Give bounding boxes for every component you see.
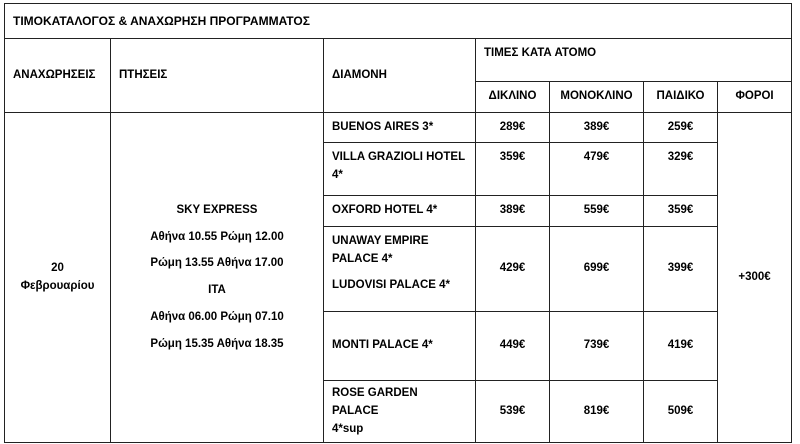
price-single: 699€ xyxy=(550,227,644,312)
price-single: 479€ xyxy=(550,143,644,196)
price-double: 359€ xyxy=(476,143,550,196)
title-row xyxy=(5,4,792,39)
airline-ita: ITA xyxy=(208,284,226,297)
header-flights: ΠΤΗΣΕΙΣ xyxy=(111,39,324,113)
header-accommodation: ΔΙΑΜΟΝΗ xyxy=(324,39,476,113)
price-double: 389€ xyxy=(476,196,550,227)
table-row xyxy=(5,113,792,143)
departure-date-cell xyxy=(5,113,111,443)
price-double: 539€ xyxy=(476,381,550,443)
departure-day: 20 xyxy=(51,261,64,274)
hotel-name-line: LUDOVISI PALACE 4* xyxy=(332,278,450,291)
price-single: 559€ xyxy=(550,196,644,227)
hotel-name: MONTI PALACE 4* xyxy=(324,312,476,381)
hotel-name: BUENOS AIRES 3* xyxy=(324,113,476,143)
flights-cell xyxy=(111,113,324,443)
hotel-name-line: 4* xyxy=(332,168,343,181)
hotel-name-line: 4*sup xyxy=(332,422,364,435)
price-child: 509€ xyxy=(644,381,718,443)
price-double: 289€ xyxy=(476,113,550,143)
price-single: 389€ xyxy=(550,113,644,143)
price-double: 449€ xyxy=(476,312,550,381)
hotel-name xyxy=(324,143,476,196)
price-table xyxy=(4,3,792,443)
price-child: 259€ xyxy=(644,113,718,143)
airline-sky-express: SKY EXPRESS xyxy=(176,203,258,216)
header-single: ΜΟΝΟΚΛΙΝΟ xyxy=(550,82,644,113)
header-taxes: ΦΟΡΟΙ xyxy=(718,82,792,113)
flight-leg: Ρώμη 15.35 Αθήνα 18.35 xyxy=(150,337,284,350)
flight-leg: Αθήνα 06.00 Ρώμη 07.10 xyxy=(150,311,284,324)
hotel-name: OXFORD HOTEL 4* xyxy=(324,196,476,227)
flight-leg: Αθήνα 10.55 Ρώμη 12.00 xyxy=(150,230,284,243)
price-child: 419€ xyxy=(644,312,718,381)
hotel-name-line: ROSE GARDEN PALACE xyxy=(332,387,418,417)
flight-leg: Ρώμη 13.55 Αθήνα 17.00 xyxy=(150,257,284,270)
price-double: 429€ xyxy=(476,227,550,312)
price-child: 399€ xyxy=(644,227,718,312)
header-prices-per-person: ΤΙΜΕΣ ΚΑΤΑ ΑΤΟΜΟ xyxy=(476,39,792,82)
header-row-1 xyxy=(5,39,792,82)
price-table-container xyxy=(4,3,791,443)
taxes-value: +300€ xyxy=(718,113,792,443)
price-child: 359€ xyxy=(644,196,718,227)
hotel-name-line: UNAWAY EMPIRE xyxy=(332,235,429,247)
table-title: ΤΙΜΟΚΑΤΑΛΟΓΟΣ & ΑΝΑΧΩΡΗΣΗ ΠΡΟΓΡΑΜΜΑΤΟΣ xyxy=(5,4,792,39)
hotel-name-line: PALACE 4* xyxy=(332,252,393,265)
hotel-name xyxy=(324,381,476,443)
price-single: 819€ xyxy=(550,381,644,443)
header-child: ΠΑΙΔΙΚΟ xyxy=(644,82,718,113)
price-child: 329€ xyxy=(644,143,718,196)
price-single: 739€ xyxy=(550,312,644,381)
hotel-name xyxy=(324,227,476,312)
hotel-name-line: VILLA GRAZIOLI HOTEL xyxy=(332,151,466,163)
header-double: ΔΙΚΛΙΝΟ xyxy=(476,82,550,113)
header-departures: ΑΝΑΧΩΡΗΣΕΙΣ xyxy=(5,39,111,113)
departure-month: Φεβρουαρίου xyxy=(20,279,95,292)
